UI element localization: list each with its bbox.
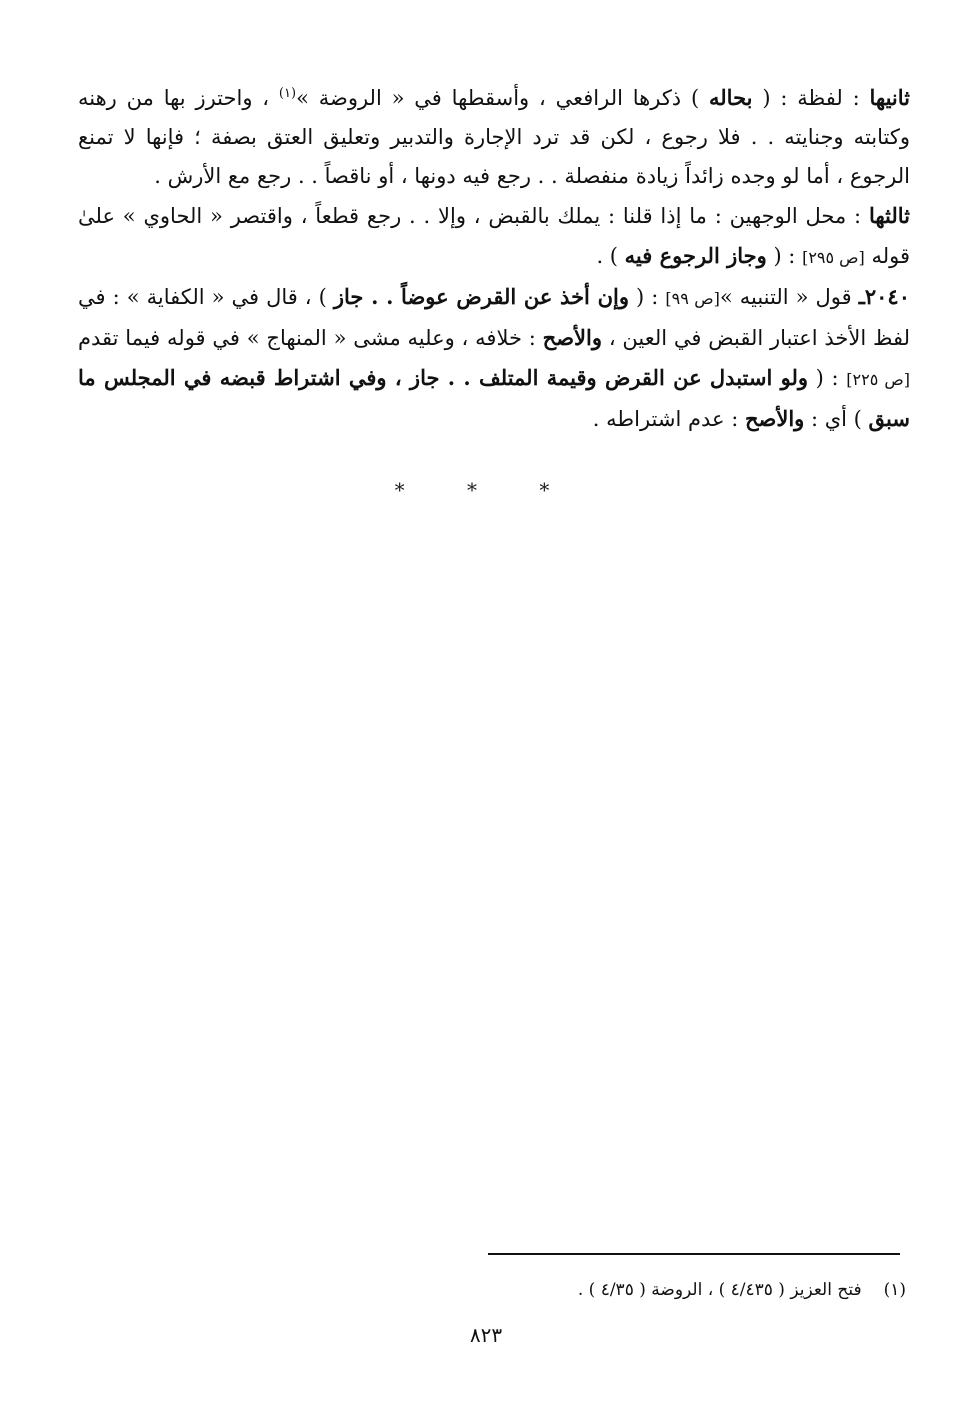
- footnote-divider: [488, 1253, 900, 1255]
- text-segment: : عدم اشتراطه .: [592, 407, 745, 431]
- paragraph-label: ثالثها: [868, 203, 910, 228]
- text-segment: : خلافه ، وعليه مشى « المنهاج » في قوله فيما تقدم: [78, 326, 543, 350]
- text-segment: : (: [808, 366, 847, 390]
- bold-quote: ولو استبدل عن القرض وقيمة المتلف . . جاز ، وفي اشتراط قبضه في المجلس ما سبق: [78, 365, 910, 431]
- text-segment: : محل الوجهين : ما إذا قلنا : يملك بالقبض ، وإلا . . رجع قطعاً ، واقتصر « الحاوي » علىٰ قوله: [78, 204, 910, 268]
- text-segment: ) ، قال في « الكفاية » : في لفظ الأخذ اعتبار القبض في العين ،: [78, 285, 910, 350]
- page-reference: [ص ٢٢٥]: [846, 370, 910, 389]
- text-segment: ) ذكرها الرافعي ، وأسقطها في « الروضة »: [296, 86, 710, 110]
- footnote-reference: (١): [278, 86, 297, 101]
- text-segment: ) .: [596, 244, 625, 268]
- main-text: [78, 78, 910, 439]
- text-segment: ) أي :: [804, 407, 869, 431]
- page-reference: [ص ٩٩]: [665, 289, 720, 308]
- bold-term: والأصح: [744, 406, 805, 431]
- bold-term: والأصح: [542, 325, 603, 350]
- footnote-number: (١): [883, 1280, 906, 1300]
- text-segment: : (: [766, 244, 803, 268]
- page-reference: [ص ٢٩٥]: [802, 248, 865, 267]
- section-separator: * * *: [394, 478, 578, 502]
- footnote: [300, 1276, 906, 1304]
- text-segment: ، واحترز بها من رهنه وكتابته وجنايته . . فلا رجوع ، لكن قد ترد الإجارة والتدبير وتعليق العتق بصفة ؛ فإنها لا تمنع الرجوع ، أما لو وجده زائداً زيادة منفصلة . . رجع فيه دونها ، أو ناقصاً . . رجع مع الأرش .: [78, 86, 910, 188]
- entry-number: ٢٠٤٠: [864, 284, 910, 309]
- paragraph-2040: ٢٠٤٠ـ قول « التنبيه »[ص ٩٩] : ( وإن أخذ عن القرض عوضاً . . جاز ) ، قال في « الكفاية » : في لفظ الأخذ اعتبار القبض في العين ، والأصح : خلافه ، وعليه مشى « المنهاج » في قوله فيما تقدم [ص ٢٢٥] : ( ولو استبدل عن القرض وقيمة المتلف . . جاز ، وفي اشتراط قبضه في المجلس ما سبق ) أي : والأصح : عدم اشتراطه .: [78, 284, 910, 431]
- text-segment: : لفظة : (: [752, 86, 870, 110]
- page-number: ٨٢٣: [469, 1323, 503, 1347]
- footnote-text: فتح العزيز ( ٤/٤٣٥ ) ، الروضة ( ٤/٣٥ ) .: [577, 1280, 862, 1300]
- bold-quote: وإن أخذ عن القرض عوضاً . . جاز: [333, 284, 629, 309]
- text-segment: قول « التنبيه »: [719, 285, 859, 309]
- bold-quote: وجاز الرجوع فيه: [624, 243, 767, 268]
- paragraph-thalithuha: [78, 196, 910, 277]
- text-segment: : (: [628, 285, 666, 309]
- paragraph-label: ثانيها: [869, 85, 910, 110]
- bold-quote: بحاله: [709, 85, 753, 110]
- paragraph-thaniha: [78, 78, 910, 196]
